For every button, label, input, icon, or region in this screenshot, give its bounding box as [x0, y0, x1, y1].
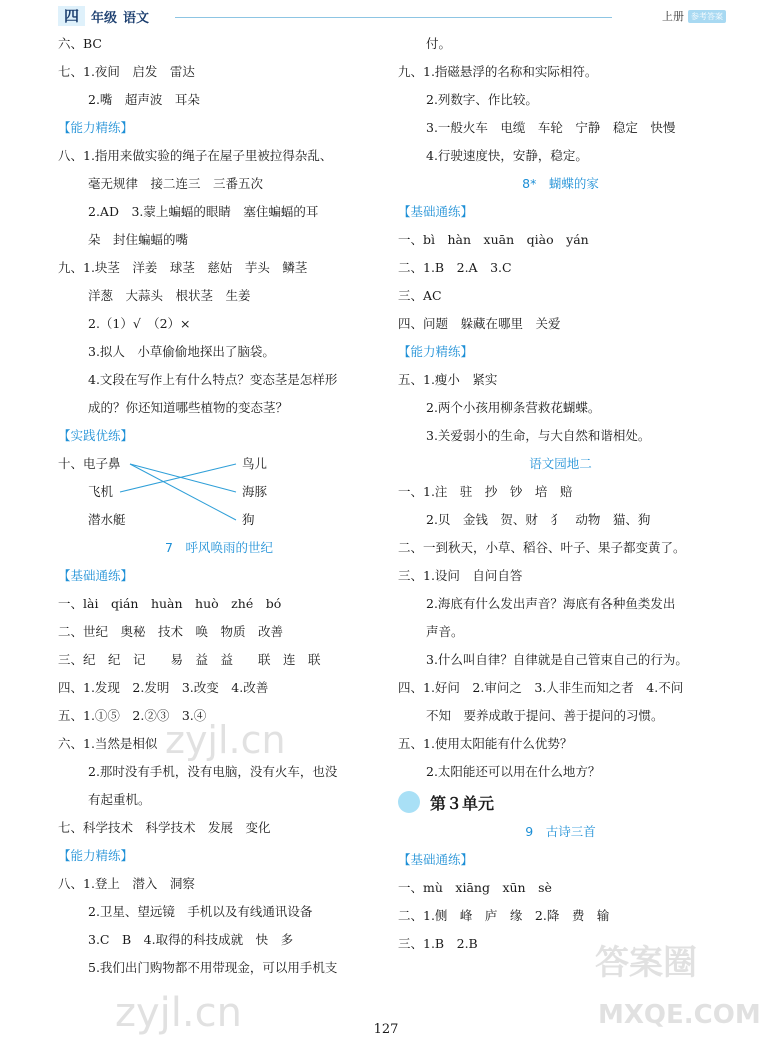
match-left-item: 潜水艇	[88, 512, 126, 527]
answer-line: 四、1.好问 2.审问之 3.人非生而知之者 4.不问	[398, 680, 684, 695]
answer-line: 二、1.侧 峰 庐 缘 2.降 费 输	[398, 908, 610, 923]
answer-line: 2.列数字、作比较。	[426, 92, 538, 107]
answer-line: 一、1.注 驻 抄 钞 培 赔	[398, 484, 573, 499]
answer-line: 五、1.瘦小 紧实	[398, 372, 498, 387]
answer-line: 五、1.①⑤ 2.②③ 3.④	[58, 708, 207, 723]
watermark: 答案圈	[595, 943, 697, 983]
section-heading: 【基础通练】	[58, 568, 134, 583]
section-heading: 【能力精练】	[58, 120, 134, 135]
match-right-item: 海豚	[242, 484, 268, 499]
watermark: MXQE.COM	[598, 1000, 761, 1030]
header-right	[662, 8, 726, 24]
unit-dot-icon	[398, 791, 420, 813]
answer-line: 九、1.块茎 洋姜 球茎 慈姑 芋头 鳞茎	[58, 260, 308, 275]
answer-badge: 参考答案	[688, 10, 726, 23]
answer-line: 八、1.指用来做实验的绳子在屋子里被拉得杂乱、	[58, 148, 333, 163]
unit-heading	[398, 786, 723, 818]
answer-line: 三、纪 纪 记 易 益 益 联 连 联	[58, 652, 321, 667]
left-column	[58, 30, 380, 982]
lesson-title: 7 呼风唤雨的世纪	[165, 540, 273, 555]
grade-label: 年级	[91, 10, 118, 26]
answer-line: 七、科学技术 科学技术 发展 变化	[58, 820, 271, 835]
answer-line: 4.行驶速度快，安静，稳定。	[426, 148, 588, 163]
answer-line: 2.AD 3.蒙上蝙蝠的眼睛 塞住蝙蝠的耳	[88, 204, 319, 219]
answer-line: 二、1.B 2.A 3.C	[398, 260, 512, 275]
matching-diagram	[58, 450, 380, 534]
answer-line: 2.（1）√ （2）×	[88, 316, 191, 331]
answer-line: 六、BC	[58, 36, 102, 51]
watermark: zyjl.cn	[165, 718, 286, 762]
answer-line: 九、1.指磁悬浮的名称和实际相符。	[398, 64, 598, 79]
volume-label: 上册	[662, 10, 684, 23]
section-heading: 【能力精练】	[398, 344, 474, 359]
header-title	[58, 6, 149, 26]
lesson-title: 语文园地二	[529, 456, 592, 471]
watermark: zyjl.cn	[115, 990, 242, 1036]
lesson-title: 8* 蝴蝶的家	[522, 176, 599, 191]
answer-line: 五、1.使用太阳能有什么优势？	[398, 736, 573, 751]
match-left-item: 飞机	[88, 484, 114, 499]
answer-line: 3.拟人 小草偷偷地探出了脑袋。	[88, 344, 275, 359]
answer-line: 2.两个小孩用柳条营救花蝴蝶。	[426, 400, 601, 415]
answer-line: 二、世纪 奥秘 技术 唤 物质 改善	[58, 624, 284, 639]
answer-line: 三、1.B 2.B	[398, 936, 478, 951]
answer-line: 四、1.发现 2.发明 3.改变 4.改善	[58, 680, 269, 695]
answer-line: 成的？你还知道哪些植物的变态茎？	[88, 400, 289, 415]
section-heading: 【基础通练】	[398, 204, 474, 219]
subject-label: 语文	[123, 10, 150, 26]
answer-line: 付。	[426, 36, 452, 51]
answer-line: 二、一到秋天，小草、稻谷、叶子、果子都变黄了。	[398, 540, 686, 555]
lesson-title: 9 古诗三首	[525, 824, 596, 839]
match-line	[130, 464, 236, 520]
answer-line: 3.关爱弱小的生命，与大自然和谐相处。	[426, 428, 651, 443]
section-heading: 【实践优练】	[58, 428, 134, 443]
answer-line: 2.那时没有手机，没有电脑，没有火车，也没	[88, 764, 338, 779]
answer-line: 一、lài qián huàn huò zhé bó	[58, 596, 282, 611]
answer-line: 六、1.当然是相似	[58, 736, 158, 751]
answer-line: 5.我们出门购物都不用带现金，可以用手机支	[88, 960, 338, 975]
page-number: 127	[373, 1022, 399, 1037]
answer-line: 不知 要养成敢于提问、善于提问的习惯。	[426, 708, 664, 723]
answer-line: 2.太阳能还可以用在什么地方？	[426, 764, 601, 779]
answer-line: 声音。	[426, 624, 464, 639]
section-heading: 【基础通练】	[398, 852, 474, 867]
header-rule	[175, 17, 612, 18]
match-right-item: 鸟儿	[242, 456, 268, 471]
grade-number: 四	[58, 6, 85, 26]
answer-line: 朵 封住蝙蝠的嘴	[88, 232, 189, 247]
match-right-item: 狗	[242, 512, 255, 527]
unit-title: 第３单元	[430, 793, 495, 813]
answer-line: 洋葱 大蒜头 根状茎 生姜	[88, 288, 251, 303]
right-column	[398, 30, 723, 958]
answer-line: 3.C B 4.取得的科技成就 快 多	[88, 932, 294, 947]
answer-line: 四、问题 躲藏在哪里 关爱	[398, 316, 561, 331]
answer-line: 3.一般火车 电缆 车轮 宁静 稳定 快慢	[426, 120, 676, 135]
answer-line: 4.文段在写作上有什么特点？变态茎是怎样形	[88, 372, 338, 387]
answer-line: 八、1.登上 潜入 洞察	[58, 876, 195, 891]
answer-line: 2.贝 金钱 贺、财 犭 动物 猫、狗	[426, 512, 651, 527]
answer-line: 一、mù xiāng xūn sè	[398, 880, 552, 895]
answer-line: 七、1.夜间 启发 雷达	[58, 64, 195, 79]
answer-line: 毫无规律 接二连三 三番五次	[88, 176, 264, 191]
page-header	[0, 0, 772, 30]
match-left-item: 十、电子鼻	[58, 456, 121, 471]
answer-line: 2.嘴 超声波 耳朵	[88, 92, 200, 107]
answer-line: 有起重机。	[88, 792, 151, 807]
answer-line: 三、AC	[398, 288, 442, 303]
answer-line: 一、bì hàn xuān qiào yán	[398, 232, 589, 247]
answer-line: 2.卫星、望远镜 手机以及有线通讯设备	[88, 904, 313, 919]
section-heading: 【能力精练】	[58, 848, 134, 863]
answer-line: 三、1.设问 自问自答	[398, 568, 523, 583]
answer-line: 3.什么叫自律？自律就是自己管束自己的行为。	[426, 652, 688, 667]
answer-line: 2.海底有什么发出声音？海底有各种鱼类发出	[426, 596, 676, 611]
